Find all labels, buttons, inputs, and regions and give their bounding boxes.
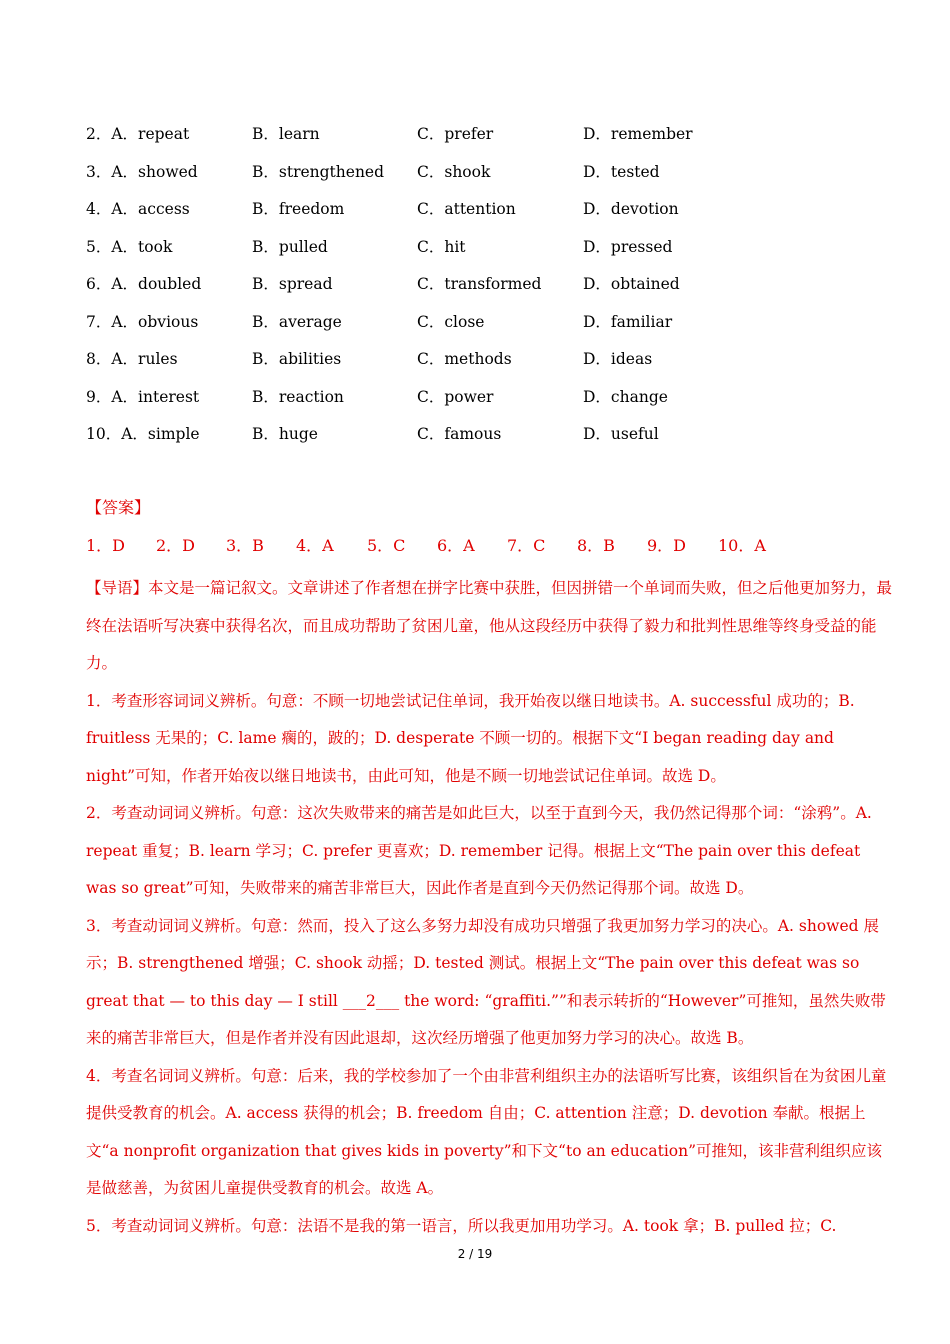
option-choice: B．reaction	[252, 387, 344, 406]
option-choice: 8．A．rules	[86, 350, 178, 368]
option-choice: D．pressed	[583, 237, 673, 256]
option-choice: 9．A．interest	[86, 387, 200, 406]
answer-heading: 【答案】	[86, 498, 151, 517]
option-choice: C．famous	[417, 425, 502, 443]
option-choice: B．spread	[252, 275, 333, 293]
explanation-paragraph: 【导语】本文是一篇记叙文。文章讲述了作者想在拼字比赛中获胜，但因拼错一个单词而失败，但之后他更加努力，最终在法语听写决赛中获得名次，而且成功帮助了贫困儿童，他从这段经历中获得了毅力和批判性思维等终身受益的能力。	[86, 579, 893, 672]
answer-item: 9．D	[647, 536, 687, 555]
option-row	[86, 272, 886, 310]
option-row	[86, 347, 886, 385]
option-row	[86, 422, 886, 460]
option-list	[86, 122, 886, 460]
option-choice: 3．A．showed	[86, 162, 198, 181]
option-choice: 4．A．access	[86, 200, 190, 218]
option-row	[86, 235, 886, 273]
option-row	[86, 310, 886, 348]
explanation-paragraph: 5．考查动词词义辨析。句意：法语不是我的第一语言，所以我更加用功学习。A. took 拿；B. pulled 拉；C.	[86, 1216, 837, 1235]
answer-item: 8．B	[577, 536, 615, 555]
explanation-section	[86, 570, 892, 1245]
explanation-paragraph: 1．考查形容词词义辨析。句意：不顾一切地尝试记住单词，我开始夜以继日地读书。A. successful 成功的；B. fruitless 无果的；C. lame 瘸的，跛的；D. desperate 不顾一切的。根据下文“I began reading day and night”可知，作者开始夜以继日地读书，由此可知，他是不顾一切地尝试记住单词。故选 D。	[86, 691, 855, 785]
option-choice: 7．A．obvious	[86, 312, 199, 331]
option-choice: C．power	[417, 387, 494, 406]
option-choice: D．ideas	[583, 350, 653, 368]
option-choice: C．hit	[417, 237, 466, 256]
option-choice: B．strengthened	[252, 162, 385, 181]
option-choice: C．methods	[417, 350, 512, 368]
option-choice: B．huge	[252, 425, 318, 443]
option-choice: B．freedom	[252, 200, 345, 218]
option-row	[86, 197, 886, 235]
explanation-paragraph: 4．考查名词词义辨析。句意：后来，我的学校参加了一个由非营利组织主办的法语听写比赛，该组织旨在为贫困儿童提供受教育的机会。A. access 获得的机会；B. freedom 自由；C. attention 注意；D. devotion 奉献。根据上文“a nonprofit organization that gives kids in poverty”和下文“to an education”可推知，该非营利组织应该是做慈善，为贫困儿童提供受教育的机会。故选 A。	[86, 1066, 887, 1197]
option-choice: D．obtained	[583, 275, 680, 293]
answer-item: 3．B	[226, 536, 264, 555]
option-choice: 6．A．doubled	[86, 275, 202, 293]
option-choice: 5．A．took	[86, 237, 173, 256]
option-choice: C．shook	[417, 162, 491, 181]
answer-item: 7．C	[507, 536, 546, 555]
answer-item: 4．A	[296, 536, 334, 555]
option-choice: 10．A．simple	[86, 425, 200, 443]
answer-item: 2．D	[156, 536, 196, 555]
option-choice: 2．A．repeat	[86, 125, 190, 143]
option-choice: C．attention	[417, 200, 516, 218]
option-choice: B．learn	[252, 125, 320, 143]
answer-item: 5．C	[367, 536, 406, 555]
page-number: 2 / 19	[457, 1247, 493, 1261]
option-choice: D．useful	[583, 425, 659, 443]
option-choice: B．average	[252, 312, 342, 331]
option-row	[86, 385, 886, 423]
option-choice: C．prefer	[417, 125, 494, 143]
answer-item: 6．A	[437, 536, 475, 555]
option-choice: D．change	[583, 387, 668, 406]
option-choice: D．familiar	[583, 312, 673, 331]
option-row	[86, 160, 886, 198]
option-choice: D．devotion	[583, 200, 679, 218]
explanation-paragraph: 2．考查动词词义辨析。句意：这次失败带来的痛苦是如此巨大，以至于直到今天，我仍然记得那个词：“涂鸦”。A. repeat 重复；B. learn 学习；C. prefer 更喜欢；D. remember 记得。根据上文“The pain over this defeat was so great”可知，失败带来的痛苦非常巨大，因此作者是直到今天仍然记得那个词。故选 D。	[86, 804, 872, 897]
option-choice: C．close	[417, 312, 485, 331]
option-choice: D．remember	[583, 125, 693, 143]
option-choice: D．tested	[583, 162, 660, 181]
option-choice: B．pulled	[252, 237, 328, 256]
option-choice: C．transformed	[417, 275, 542, 293]
option-row	[86, 122, 886, 160]
explanation-paragraph: 3．考查动词词义辨析。句意：然而，投入了这么多努力却没有成功只增强了我更加努力学习的决心。A. showed 展示；B. strengthened 增强；C. shook 动摇；D. tested 测试。根据上文“The pain over this defeat was so great that — to this day — I still ___2___ the word: “graffiti.””和表示转折的“However”可推知，虽然失败带来的痛苦非常巨大，但是作者并没有因此退却，这次经历增强了他更加努力学习的决心。故选 B。	[86, 916, 886, 1047]
answer-item: 1．D	[86, 536, 126, 555]
option-choice: B．abilities	[252, 350, 342, 368]
answer-item: 10．A	[718, 536, 766, 555]
